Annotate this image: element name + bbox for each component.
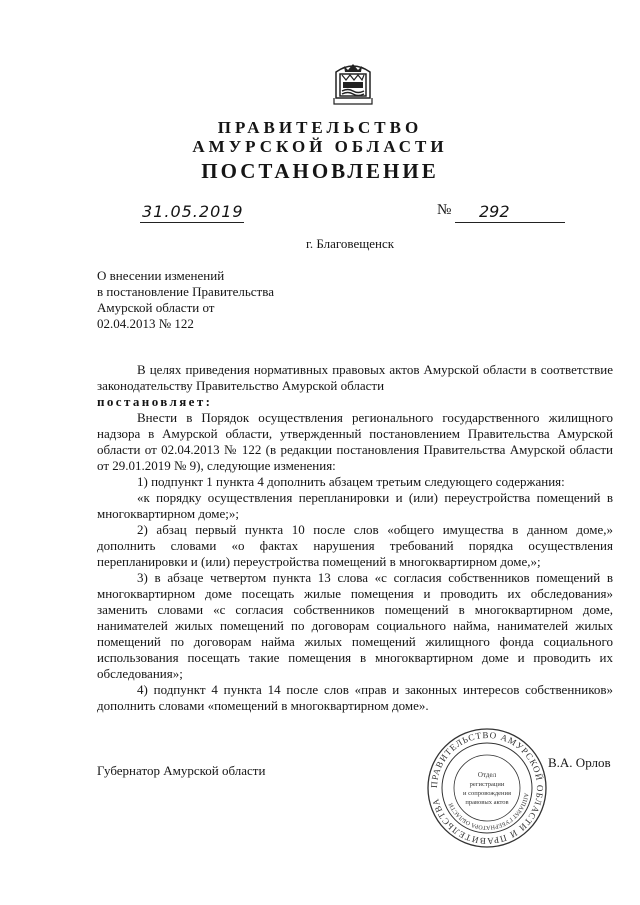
paragraph: 4) подпункт 4 пункта 14 после слов «прав и законных интересов собственников» дополнить словами «помещений в многоквартирном доме». (97, 682, 613, 713)
preamble: В целях приведения нормативных правовых актов Амурской области в соответствие законодательству Правительство Амурской области (97, 362, 613, 393)
city: г. Благовещенск (305, 236, 395, 251)
subject-line: 02.04.2013 № 122 (97, 316, 194, 331)
stamp-line: Отдел (477, 771, 497, 779)
document-body (97, 362, 613, 714)
stamp-outer-text: ПРАВИТЕЛЬСТВО АМУРСКОЙ ОБЛАСТИ И ПРАВИТЕЛЬСТВА (428, 729, 546, 847)
resolves-word: постановляет: (97, 394, 213, 409)
header-government: ПРАВИТЕЛЬСТВО (217, 118, 423, 137)
subject-line: О внесении изменений (97, 268, 225, 283)
signatory-position: Губернатор Амурской области (97, 763, 266, 778)
paragraph: 3) в абзаце четвертом пункта 13 слова «с согласия собственников помещений в многоквартирном доме посещать жилые помещения и проводить их обследования» заменить словами «с согласия собственников помещений в многоквартирном доме, нанимателей жилых помещений по договорам социального найма, нанимателей жилых помещений по договорам найма жилых помещений жилищного фонда социального использования посещать такие помещения в многоквартирном доме и проводить их обследования»; (97, 570, 613, 681)
paragraph: Внести в Порядок осуществления регионального государственного жилищного надзора в Амурской области, утвержденный постановлением Правительства Амурской области от 02.04.2013 № 122 (в редакции постановления Правительства Амурской области от 29.01.2019 № 9), следующие изменения: (97, 410, 613, 473)
document-type: ПОСТАНОВЛЕНИЕ (201, 159, 439, 183)
subject-line: в постановление Правительства (97, 284, 274, 299)
stamp-inner-text: АППАРАТ ГУБЕРНАТОРА ОБЛАСТИ (448, 792, 529, 831)
paragraph: 1) подпункт 1 пункта 4 дополнить абзацем третьим следующего содержания: (137, 474, 565, 489)
stamp-line: правовых актов (465, 799, 509, 806)
paragraph: «к порядку осуществления перепланировки и (или) переустройства помещений в многоквартирном доме;»; (97, 490, 613, 521)
stamp-line: и сопровождения (463, 790, 511, 797)
paragraph: 2) абзац первый пункта 10 после слов «общего имущества в данном доме,» дополнить словами «о фактах нарушения требований порядка осуществления перепланировки и (или) переустройства помещений в многоквартирном доме,»; (97, 522, 613, 569)
subject-block (97, 268, 274, 332)
header-region: АМУРСКОЙ ОБЛАСТИ (192, 137, 448, 156)
official-stamp (425, 726, 549, 850)
signatory-name: В.А. Орлов (548, 755, 611, 770)
coat-of-arms-icon (328, 58, 378, 108)
document-date: 31.05.2019 (142, 202, 244, 221)
stamp-line: регистрации (469, 781, 505, 788)
document-number: 292 (455, 202, 565, 223)
subject-line: Амурской области от (97, 300, 215, 315)
number-label: № (437, 202, 452, 218)
